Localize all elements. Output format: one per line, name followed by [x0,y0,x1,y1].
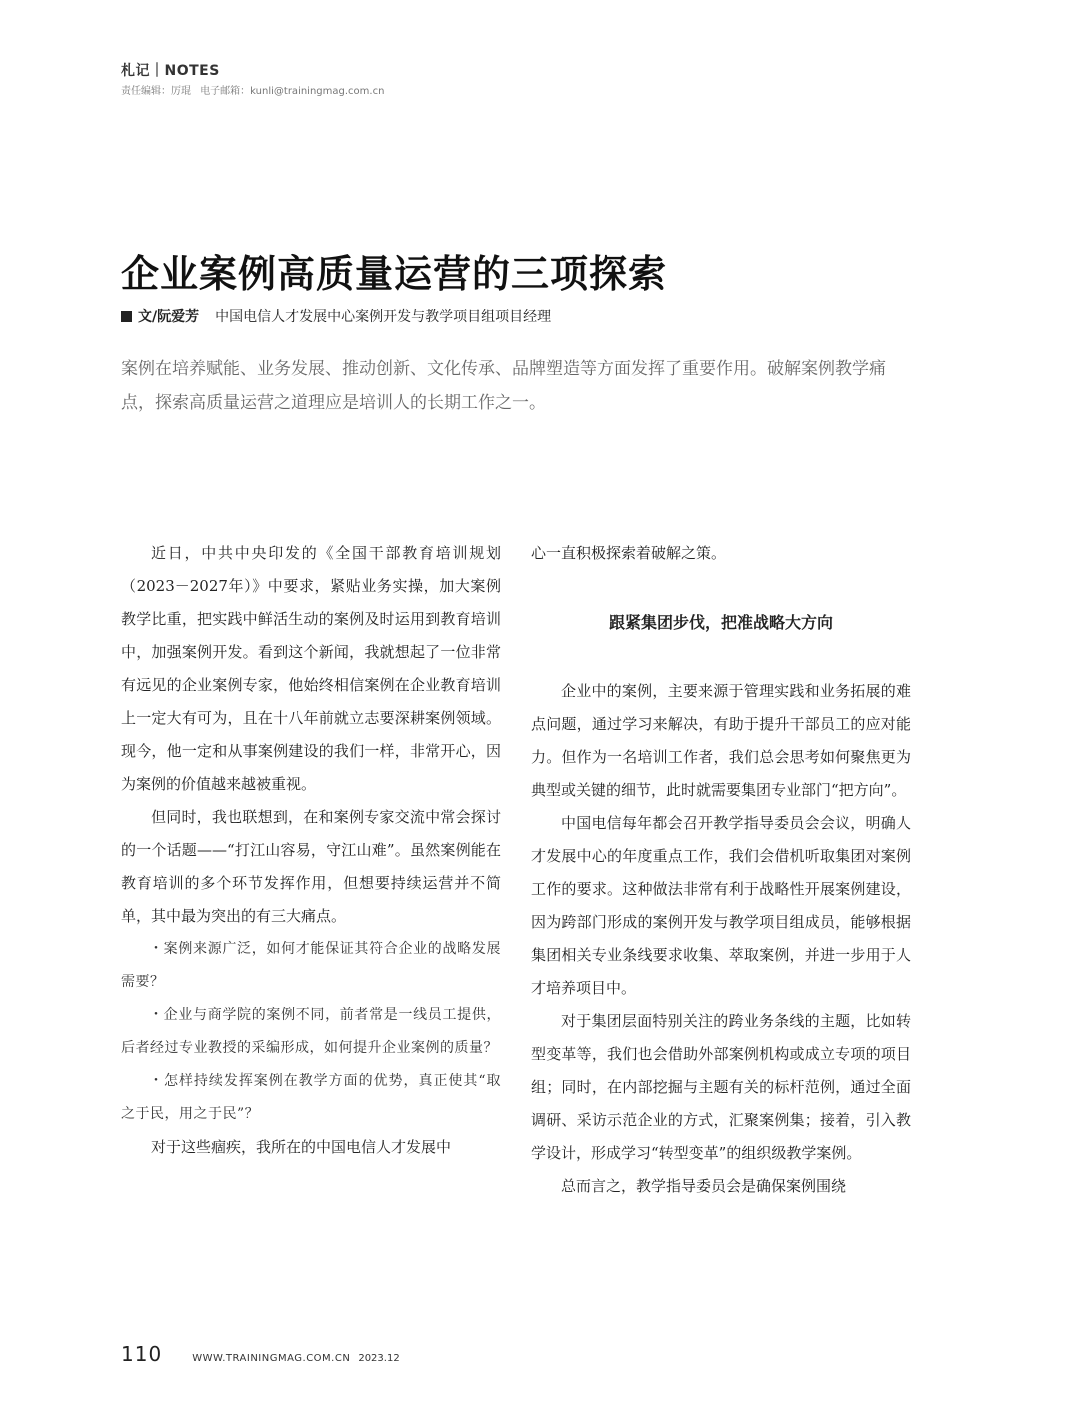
paragraph: 对于这些痼疾，我所在的中国电信人才发展中 [151,1138,452,1156]
author-title: 中国电信人才发展中心案例开发与教学项目组项目经理 [215,309,552,325]
page-footer [121,1342,400,1366]
paragraph: 企业中的案例，主要来源于管理实践和业务拓展的难点问题，通过学习来解决，有助于提升干部员工的应对能力。但作为一名培训工作者，我们总会思考如何聚焦更为典型或关键的细节，此时就需要集团专业部门“把方向”。 [531,682,911,799]
page-number: 110 [121,1342,163,1366]
left-column [121,537,501,1164]
right-column [531,537,911,1203]
bullet-item: ・案例来源广泛，如何才能保证其符合企业的战略发展需要？ [121,941,501,990]
bullet-item: ・怎样持续发挥案例在教学方面的优势，真正使其“取之于民，用之于民”？ [121,1073,501,1122]
editor-email: 电子邮箱：kunli@trainingmag.com.cn [200,86,385,97]
paragraph: 总而言之，教学指导委员会是确保案例围绕 [561,1177,847,1195]
page-header [121,60,390,97]
section-label: 札记｜NOTES [121,63,220,79]
article-lead: 案例在培养赋能、业务发展、推动创新、文化传承、品牌塑造等方面发挥了重要作用。破解案例教学痛点，探索高质量运营之道理应是培训人的长期工作之一。 [121,359,886,413]
issue-date: 2023.12 [358,1353,400,1364]
paragraph: 对于集团层面特别关注的跨业务条线的主题，比如转型变革等，我们也会借助外部案例机构或成立专项的项目组；同时，在内部挖掘与主题有关的标杆范例，通过全面调研、采访示范企业的方式，汇聚案例集；接着，引入教学设计，形成学习“转型变革”的组织级教学案例。 [531,1012,911,1162]
paragraph: 中国电信每年都会召开教学指导委员会会议，明确人才发展中心的年度重点工作，我们会借机听取集团对案例工作的要求。这种做法非常有利于战略性开展案例建设，因为跨部门形成的案例开发与教学项目组成员，能够根据集团相关专业条线要求收集、萃取案例，并进一步用于人才培养项目中。 [531,814,911,997]
byline-square-icon [121,311,132,322]
byline [121,306,551,326]
paragraph: 心一直积极探索着破解之策。 [531,544,727,562]
paragraph: 但同时，我也联想到，在和案例专家交流中常会探讨的一个话题——“打江山容易，守江山难”。虽然案例能在教育培训的多个环节发挥作用，但想要持续运营并不简单，其中最为突出的有三大痛点。 [121,808,501,925]
editor-info [121,82,390,97]
bullet-item: ・企业与商学院的案例不同，前者常是一线员工提供，后者经过专业教授的采编形成，如何提升企业案例的质量？ [121,1007,501,1056]
section-heading: 跟紧集团步伐，把准战略大方向 [608,613,833,632]
website-url: WWW.TRAININGMAG.COM.CN [192,1353,351,1364]
author-name: 文/阮爱芳 [138,309,200,325]
editor-name: 责任编辑：厉琨 [121,86,191,97]
article-title: 企业案例高质量运营的三项探索 [121,252,668,296]
paragraph: 近日，中共中央印发的《全国干部教育培训规划（2023－2027年）》中要求，紧贴业务实操，加大案例教学比重，把实践中鲜活生动的案例及时运用到教育培训中，加强案例开发。看到这个新闻，我就想起了一位非常有远见的企业案例专家，他始终相信案例在企业教育培训上一定大有可为，且在十八年前就立志要深耕案例领域。现今，他一定和从事案例建设的我们一样，非常开心，因为案例的价值越来越被重视。 [121,544,501,793]
